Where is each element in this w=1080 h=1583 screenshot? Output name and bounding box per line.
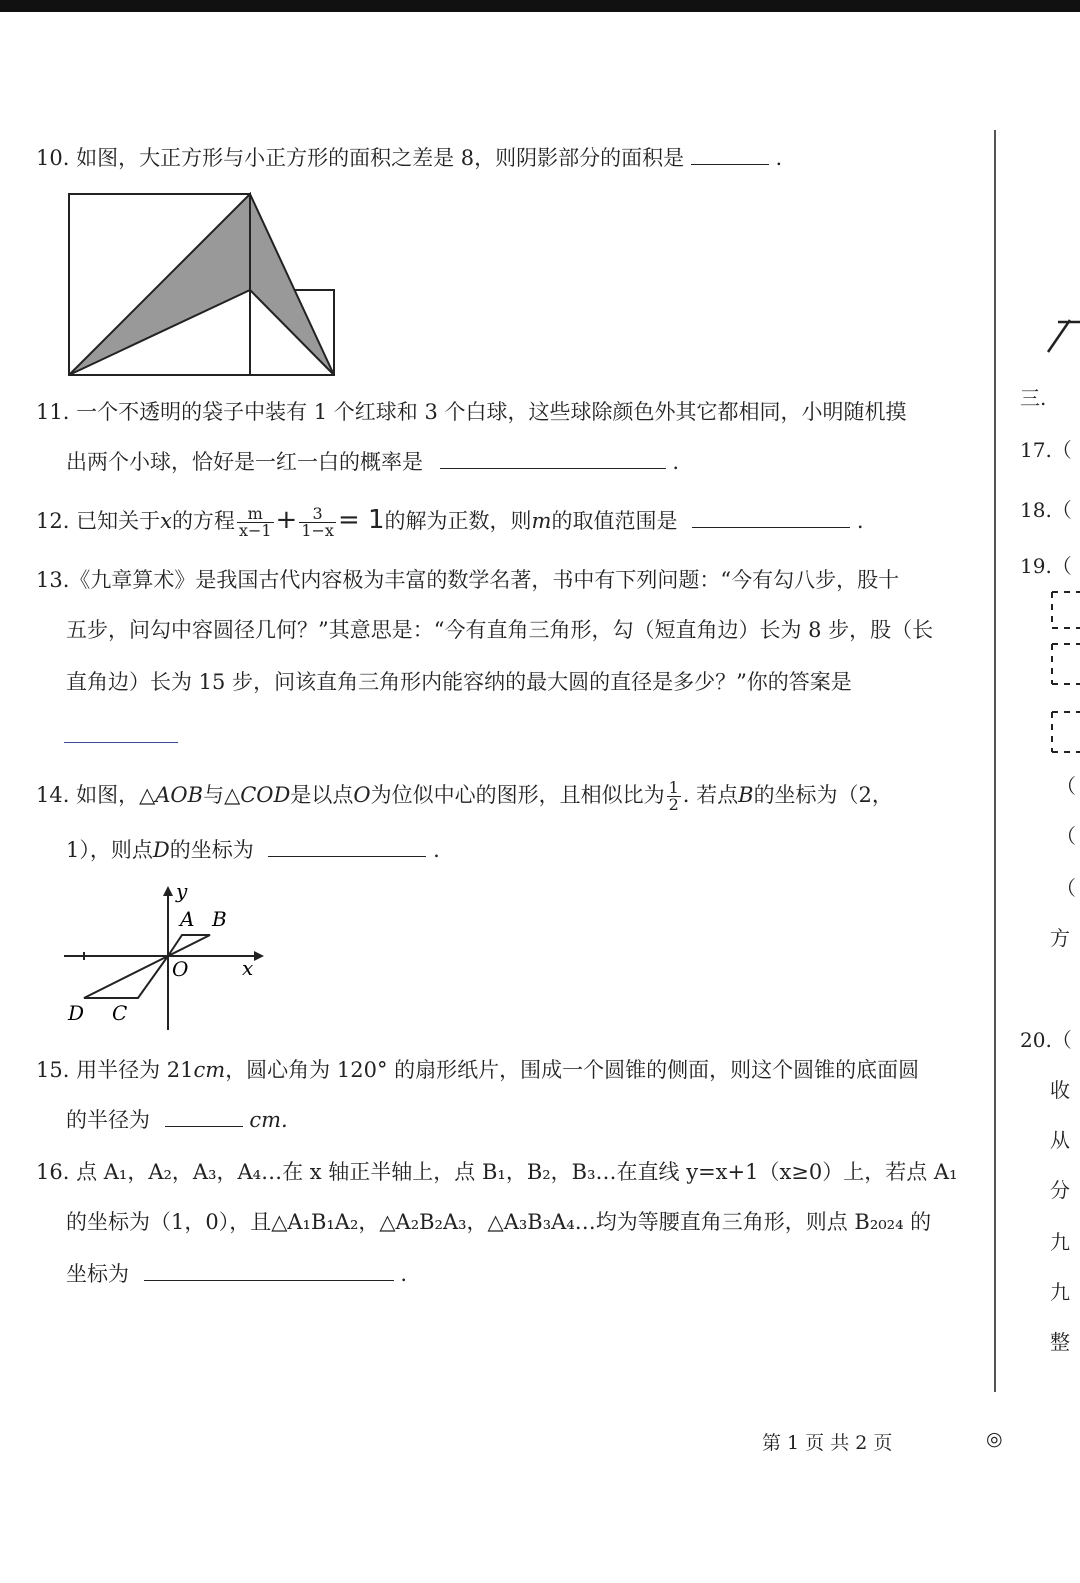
q10-text: 如图，大正方形与小正方形的面积之差是 8，则阴影部分的面积是: [76, 146, 685, 170]
q14-mid2: 是以点: [290, 783, 354, 807]
q12-f2-num: 3: [299, 506, 336, 523]
q12-end: .: [856, 509, 864, 533]
q12-post2: 的取值范围是: [551, 509, 678, 533]
right-q19: 19.（: [1020, 554, 1072, 578]
question-12: [36, 506, 864, 539]
q16-line2: 的坐标为（1，0），且△A₁B₁A₂，△A₂B₂A₃，△A₃B₃A₄…均为等腰直角三角形，则点 B₂₀₂₄ 的: [66, 1210, 932, 1234]
q15-answer-blank[interactable]: [165, 1106, 243, 1127]
q10-end: .: [775, 146, 783, 170]
q16-line1: 点 A₁，A₂，A₃，A₄…在 x 轴正半轴上，点 B₁，B₂，B₃…在直线 y=x+1（x≥0）上，若点 A₁: [76, 1160, 958, 1184]
right-char-5: 九: [1050, 1280, 1070, 1304]
right-fang: 方: [1050, 926, 1070, 950]
q16-answer-blank[interactable]: [144, 1260, 394, 1281]
x-axis-arrow: [254, 951, 264, 961]
q14-mid5: 的坐标为（2，: [753, 783, 893, 807]
q12-post1: 的解为正数，则: [384, 509, 532, 533]
q15-cm: cm: [193, 1058, 226, 1082]
q16-end: .: [400, 1262, 408, 1286]
footer-mark-icon: ◎: [986, 1428, 1003, 1450]
label-a: A: [180, 907, 195, 931]
page-footer: 第 1 页 共 2 页: [762, 1432, 893, 1454]
q12-f2-den: 1−x: [301, 521, 334, 540]
label-c: C: [112, 1001, 128, 1025]
q16-number: 16.: [36, 1160, 70, 1184]
question-15: [36, 1056, 919, 1084]
q10-number: 10.: [36, 146, 70, 170]
q14-point-d: D: [152, 838, 170, 862]
right-paren-3: （: [1056, 876, 1076, 900]
right-section-3: 三.: [1020, 386, 1047, 410]
shaded-triangle-right: [250, 194, 334, 375]
q13-number: 13.: [36, 568, 70, 592]
q13-line3-wrap: [66, 668, 852, 696]
q12-fraction-1: [237, 506, 274, 539]
label-x: x: [242, 956, 254, 980]
question-11: [36, 398, 907, 426]
label-d: D: [68, 1001, 85, 1025]
q11-end: .: [672, 450, 680, 474]
question-13: [36, 566, 899, 594]
q15-line1b: ，圆心角为 120° 的扇形纸片，围成一个圆锥的侧面，则这个圆锥的底面圆: [225, 1058, 920, 1082]
question-16: [36, 1158, 958, 1186]
q12-number: 12.: [36, 509, 70, 533]
q14-pre: 如图，△: [76, 783, 156, 807]
q14-number: 14.: [36, 783, 70, 807]
label-y: y: [176, 880, 188, 903]
q14-ratio-den: 2: [668, 795, 679, 814]
right-char-4: 九: [1050, 1230, 1070, 1254]
q11-line1: 一个不透明的袋子中装有 1 个红球和 3 个白球，这些球除颜色外其它都相同，小明随机摸: [76, 400, 907, 424]
dashed-grid-fragment: [1046, 588, 1080, 758]
q12-fraction-2: [299, 506, 336, 539]
label-o: O: [172, 957, 189, 981]
q11-answer-blank[interactable]: [440, 448, 666, 469]
q13-line2-wrap: [66, 616, 933, 644]
q12-pre: 已知关于: [76, 509, 161, 533]
q14-triangle-aob: AOB: [155, 783, 204, 807]
q14-mid3: 为位似中心的图形，且相似比为: [370, 783, 665, 807]
q14-line2b: 的坐标为: [169, 838, 254, 862]
q11-line2: 出两个小球，恰好是一红一白的概率是: [66, 450, 423, 474]
q12-plus: +: [275, 505, 298, 535]
q14-mid1: 与△: [203, 783, 241, 807]
q14-triangle-cod: COD: [240, 783, 291, 807]
right-char-3: 分: [1050, 1178, 1070, 1202]
q12-answer-blank[interactable]: [692, 507, 850, 528]
label-b: B: [212, 907, 227, 931]
top-edge: [0, 0, 1080, 12]
q14-answer-blank[interactable]: [268, 836, 426, 857]
q14-ratio-num: 1: [668, 778, 679, 797]
q10-answer-blank[interactable]: [691, 144, 769, 165]
q15-number: 15.: [36, 1058, 70, 1082]
triangle-cod: [84, 956, 168, 998]
q14-point-b: B: [738, 783, 754, 807]
q14-mid4: . 若点: [682, 783, 739, 807]
shaded-triangle-left: [69, 194, 250, 375]
q14-end: .: [433, 838, 440, 862]
y-axis-arrow: [163, 886, 173, 896]
q13-line1: 《九章算术》是我国古代内容极为丰富的数学名著，书中有下列问题：“今有勾八步，股十: [69, 568, 900, 592]
q16-line3-wrap: [66, 1260, 407, 1288]
q11-number: 11.: [36, 400, 70, 424]
question-14: [36, 780, 893, 813]
column-divider: [994, 130, 996, 1392]
q13-answer-blank[interactable]: [64, 742, 178, 743]
triangle-aob: [168, 935, 210, 956]
q15-line2-wrap: [66, 1106, 288, 1134]
right-q18: 18.（: [1020, 498, 1072, 522]
q15-line1: 用半径为 21: [76, 1058, 194, 1082]
partial-figure-stroke: [1044, 312, 1080, 356]
question-10: [36, 144, 782, 172]
right-paren-1: （: [1056, 774, 1076, 798]
q12-equals: = 1: [337, 505, 385, 535]
q14-line2-wrap: [66, 836, 440, 864]
right-q17: 17.（: [1020, 438, 1072, 462]
q15-unit: cm.: [249, 1108, 288, 1132]
right-char-2: 从: [1050, 1128, 1070, 1152]
figure-coordinate: [60, 880, 270, 1032]
q14-ratio: [667, 780, 681, 813]
q12-f1-den: x−1: [238, 521, 272, 540]
q13-line2: 五步，问勾中容圆径几何？”其意思是：“今有直角三角形，勾（短直角边）长为 8 步，股（长: [66, 618, 934, 642]
q13-line3: 直角边）长为 15 步，问该直角三角形内能容纳的最大圆的直径是多少？”你的答案是: [66, 670, 852, 694]
q12-var-x: x: [160, 509, 172, 533]
q12-f1-num: m: [237, 506, 274, 523]
question-11-line2: [66, 448, 679, 476]
q12-mid: 的方程: [171, 509, 235, 533]
q14-line2a: 1），则点: [66, 838, 153, 862]
q15-line2: 的半径为: [66, 1108, 150, 1132]
right-char-6: 整: [1050, 1330, 1070, 1354]
q16-line3: 坐标为: [66, 1262, 129, 1286]
figure-squares: [60, 186, 350, 382]
q16-line2-wrap: [66, 1208, 931, 1236]
right-char-1: 收: [1050, 1078, 1070, 1102]
q12-var-m: m: [531, 509, 552, 533]
right-q20: 20.（: [1020, 1028, 1072, 1052]
right-paren-2: （: [1056, 824, 1076, 848]
q14-point-o: O: [353, 783, 371, 807]
